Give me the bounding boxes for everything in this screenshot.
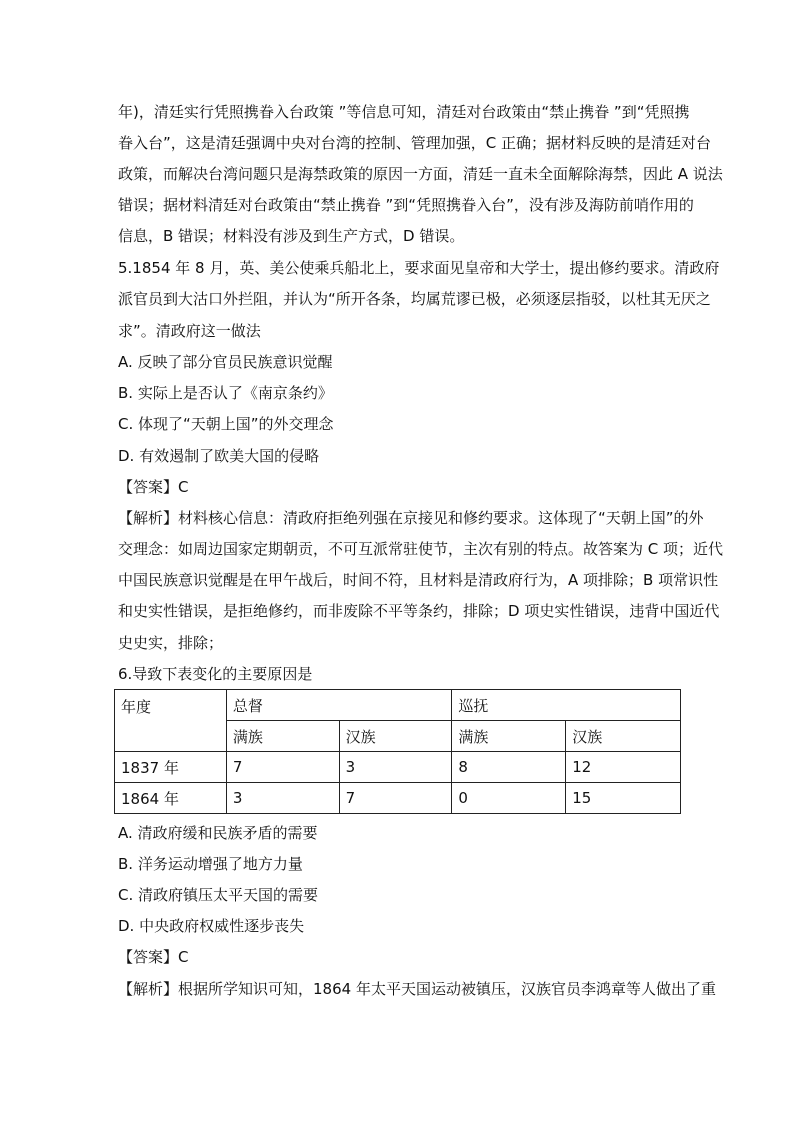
table-header-year: 年度 [115, 690, 227, 752]
q5-analysis-line: 中国民族意识觉醒是在甲午战后，时间不符，且材料是清政府行为，A 项排除；B 项常识性 [118, 571, 719, 589]
q6-table [114, 689, 681, 814]
intro-line: 信息，B 错误；材料没有涉及到生产方式，D 错误。 [118, 227, 465, 245]
table-subheader: 满族 [452, 721, 566, 752]
q5-analysis-line: 【解析】材料核心信息：清政府拒绝列强在京接见和修约要求。这体现了“天朝上国”的外 [118, 509, 704, 527]
q5-analysis-line: 和史实性错误，是拒绝修约，而非废除不平等条约，排除；D 项史实性错误，违背中国近代 [118, 602, 720, 620]
q6-option-b: B. 洋务运动增强了地方力量 [118, 855, 303, 873]
table-cell: 3 [226, 783, 339, 814]
table-subheader: 汉族 [566, 721, 681, 752]
q5-answer: 【答案】C [118, 478, 189, 496]
table-row [115, 783, 681, 814]
table-cell: 15 [566, 783, 681, 814]
q5-analysis-line: 交理念：如周边国家定期朝贡，不可互派常驻使节，主次有别的特点。故答案为 C 项；近代 [118, 540, 724, 558]
q5-stem-line: 求”。清政府这一做法 [118, 322, 261, 340]
table-header-governor: 巡抚 [452, 690, 681, 721]
table-row [115, 752, 681, 783]
q5-option-c: C. 体现了“天朝上国”的外交理念 [118, 415, 334, 433]
table-cell: 0 [452, 783, 566, 814]
table-cell: 7 [226, 752, 339, 783]
q6-answer: 【答案】C [118, 948, 189, 966]
q6-analysis-line: 【解析】根据所学知识可知，1864 年太平天国运动被镇压，汉族官员李鸿章等人做出了重 [118, 980, 716, 998]
q5-option-a: A. 反映了部分官员民族意识觉醒 [118, 353, 333, 371]
table-cell: 8 [452, 752, 566, 783]
intro-line: 眷入台”，这是清廷强调中央对台湾的控制、管理加强，C 正确；据材料反映的是清廷对台 [118, 134, 712, 152]
table-subheader: 满族 [226, 721, 339, 752]
table-cell: 12 [566, 752, 681, 783]
table-cell: 3 [339, 752, 452, 783]
intro-line: 政策，而解决台湾问题只是海禁政策的原因一方面，清廷一直未全面解除海禁，因此 A 说法 [118, 165, 723, 183]
q6-option-c: C. 清政府镇压太平天国的需要 [118, 886, 319, 904]
q5-analysis-line: 史史实，排除； [118, 634, 224, 652]
table-cell-year: 1864 年 [115, 783, 227, 814]
q6-option-a: A. 清政府缓和民族矛盾的需要 [118, 824, 318, 842]
table-subheader: 汉族 [339, 721, 452, 752]
q5-stem-line: 派官员到大沽口外拦阻，并认为“所开各条，均属荒谬已极，必须逐层指驳，以杜其无厌之 [118, 290, 711, 308]
q5-option-d: D. 有效遏制了欧美大国的侵略 [118, 447, 320, 465]
q5-option-b: B. 实际上是否认了《南京条约》 [118, 384, 333, 402]
table-cell: 7 [339, 783, 452, 814]
intro-line: 错误；据材料清廷对台政策由“禁止携眷 ”到“凭照携眷入台”，没有涉及海防前哨作用的 [118, 196, 694, 214]
table-header-governor-general: 总督 [226, 690, 452, 721]
intro-line: 年)，清廷实行凭照携眷入台政策 ”等信息可知，清廷对台政策由“禁止携眷 ”到“凭照携 [118, 103, 690, 121]
q6-stem: 6.导致下表变化的主要原因是 [118, 665, 313, 683]
q5-stem-line: 5.1854 年 8 月，英、美公使乘兵船北上，要求面见皇帝和大学士，提出修约要求。清政府 [118, 259, 720, 277]
table-cell-year: 1837 年 [115, 752, 227, 783]
q6-option-d: D. 中央政府权威性逐步丧失 [118, 917, 305, 935]
